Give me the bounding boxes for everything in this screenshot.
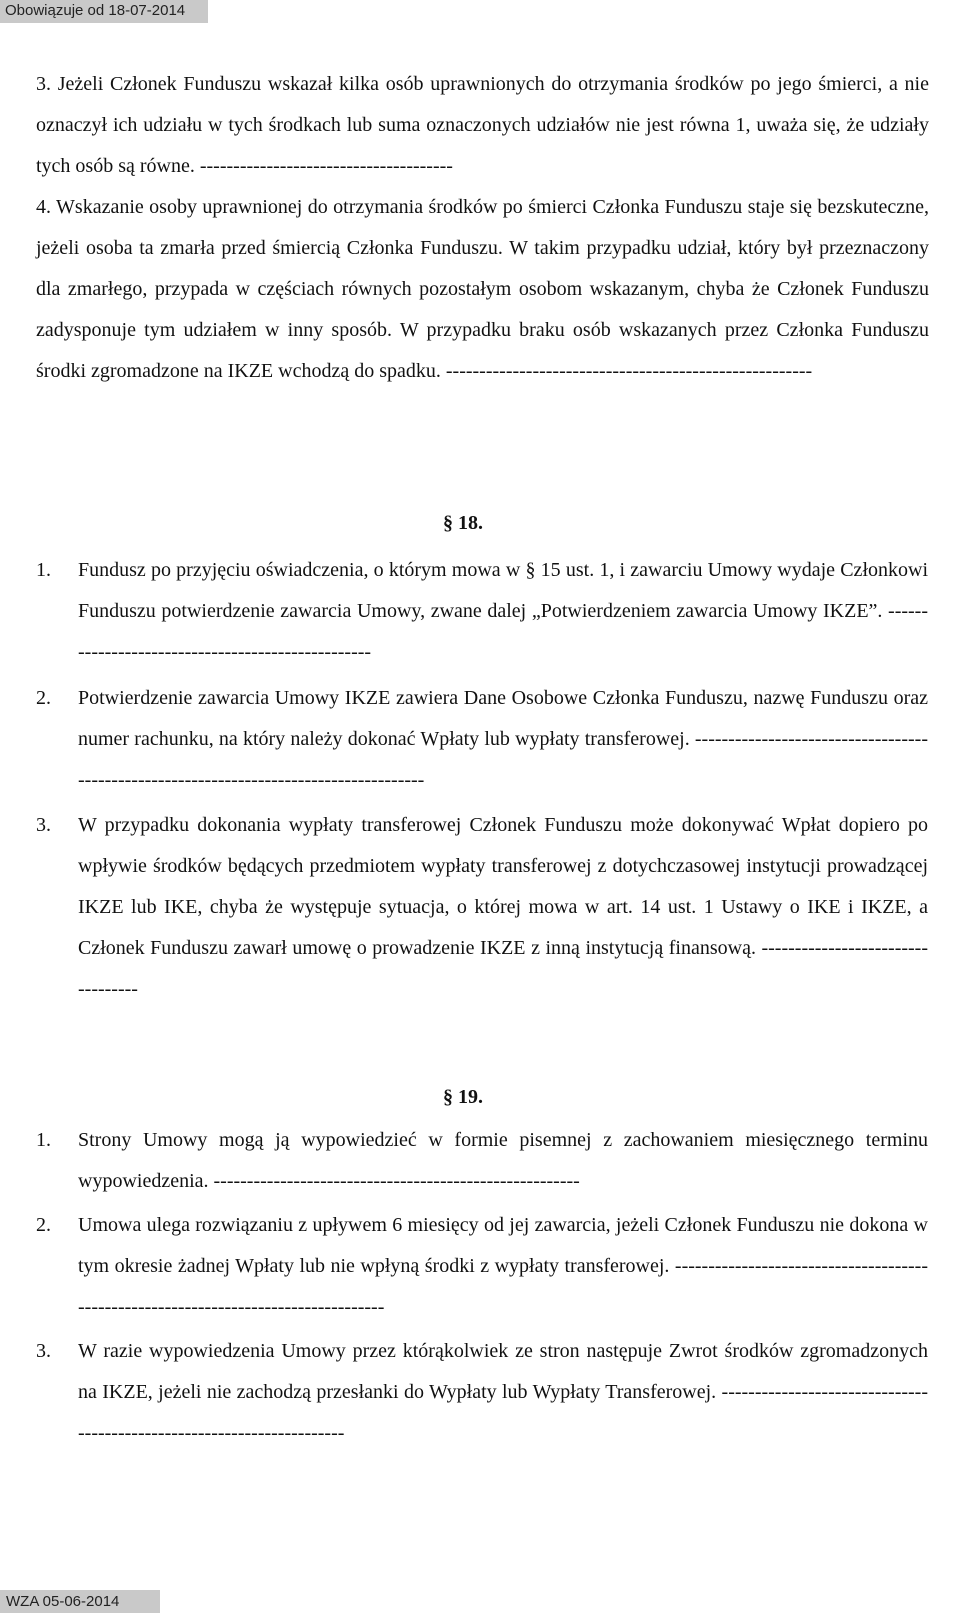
paragraph-a4 (36, 187, 929, 392)
paragraph-19-3-number: 3. (36, 1340, 51, 1362)
paragraph-18-2-body: Potwierdzenie zawarcia Umowy IKZE zawiera Dane Osobowe Członka Funduszu, nazwę Funduszu oraz numer rachunku, na który należy dokonać Wpłaty lub wypłaty transferowej. --------------------------------------------------------------------------------------- (78, 687, 928, 791)
document-version-label: WZA 05-06-2014 (6, 1593, 120, 1610)
paragraph-a3-number: 3. (36, 73, 51, 95)
paragraph-18-1-number: 1. (36, 559, 51, 581)
paragraph-18-2-number: 2. (36, 687, 51, 709)
paragraph-18-1 (36, 550, 928, 673)
paragraph-19-2 (36, 1205, 928, 1328)
paragraph-18-2 (36, 678, 928, 801)
paragraph-19-2-body: Umowa ulega rozwiązaniu z upływem 6 miesięcy od jej zawarcia, jeżeli Członek Funduszu nie dokona w tym okresie żadnej Wpłaty lub nie wpłyną środki z wypłaty transferowej. ------------------------------------------------------------------------------------ (78, 1214, 928, 1318)
paragraph-19-3-body: W razie wypowiedzenia Umowy przez którąkolwiek ze stron następuje Zwrot środków zgromadzonych na IKZE, jeżeli nie zachodzą przesłanki do Wypłaty lub Wypłaty Transferowej. ----------------------------------------------------------------------- (78, 1340, 928, 1444)
paragraph-a4-number: 4. (36, 196, 51, 218)
paragraph-a3-full (36, 64, 929, 187)
paragraph-19-1-body: Strony Umowy mogą ją wypowiedzieć w formie pisemnej z zachowaniem miesięcznego terminu wypowiedzenia. ------------------------------------------------------- (78, 1129, 928, 1192)
section-18-heading (443, 512, 483, 535)
section-19-heading (443, 1086, 483, 1109)
paragraph-19-2-number: 2. (36, 1214, 51, 1236)
section-19-heading-text: § 19. (443, 1086, 483, 1108)
section-18-heading-text: § 18. (443, 512, 483, 534)
paragraph-19-1 (36, 1120, 928, 1202)
paragraph-a4-body: Wskazanie osoby uprawnionej do otrzymania środków po śmierci Członka Funduszu staje się bezskuteczne, jeżeli osoba ta zmarła przed śmiercią Członka Funduszu. W takim przypadku udział, który był przeznaczony dla zmarłego, przypada w częściach równych pozostałym osobom wskazanym, chyba że Członek Funduszu zadysponuje tym udziałem w inny sposób. W przypadku braku osób wskazanych przez Członka Funduszu środki zgromadzone na IKZE wchodzą do spadku. ------------------------------------------------------- (36, 196, 929, 382)
paragraph-18-3 (36, 805, 928, 1010)
paragraph-19-3 (36, 1331, 928, 1454)
paragraph-18-3-number: 3. (36, 814, 51, 836)
paragraph-a3-body: Jeżeli Członek Funduszu wskazał kilka osób uprawnionych do otrzymania środków po jego śmierci, a nie oznaczył ich udziału w tych środkach lub suma oznaczonych udziałów nie jest równa 1, uważa się, że udziały tych osób są równe. -------------------------------------- (36, 73, 929, 177)
paragraph-19-1-number: 1. (36, 1129, 51, 1151)
paragraph-18-3-body: W przypadku dokonania wypłaty transferowej Członek Funduszu może dokonywać Wpłat dopiero po wpływie środków będących przedmiotem wypłaty transferowej z dotychczasowej instytucji prowadzącej IKZE lub IKE, chyba że występuje sytuacja, o której mowa w art. 14 ust. 1 Ustawy o IKE i IKZE, a Członek Funduszu zawarł umowę o prowadzenie IKZE z inną instytucją finansową. ---------------------------------- (78, 814, 928, 1000)
paragraph-18-1-body: Fundusz po przyjęciu oświadczenia, o którym mowa w § 15 ust. 1, i zawarciu Umowy wydaje Członkowi Funduszu potwierdzenie zawarcia Umowy, zwane dalej „Potwierdzeniem zawarcia Umowy IKZE”. -------------------------------------------------- (78, 559, 928, 663)
effective-date-label: Obowiązuje od 18-07-2014 (5, 2, 186, 19)
